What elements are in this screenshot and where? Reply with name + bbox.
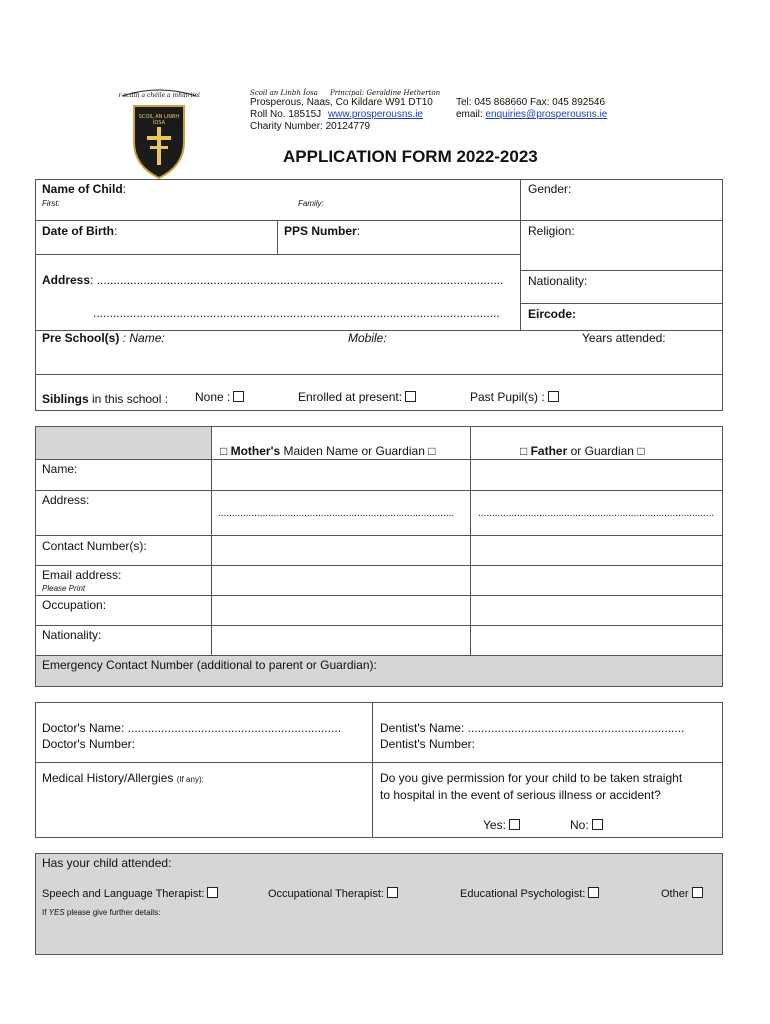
- siblings-enrolled: Enrolled at present:: [298, 390, 416, 404]
- website-link[interactable]: www.prosperousns.ie: [327, 109, 423, 120]
- dob-label: Date of Birth:: [42, 224, 118, 238]
- crest-text-2: ÍOSA: [152, 120, 166, 126]
- parent-nationality-label: Nationality:: [42, 628, 102, 642]
- occupation-label: Occupation:: [42, 598, 107, 612]
- siblings-label: Siblings in this school :: [42, 392, 169, 406]
- form-title: APPLICATION FORM 2022-2023: [283, 147, 538, 166]
- preschool-label: Pre School(s) : Name:: [42, 331, 165, 345]
- none-checkbox[interactable]: [233, 391, 244, 402]
- crest-icon: [118, 84, 200, 180]
- permission-yes: Yes:: [483, 818, 520, 832]
- email-address-label: Email address:: [42, 568, 122, 582]
- educational-psychologist: Educational Psychologist:: [460, 887, 599, 900]
- crest-text-1: SCOIL AN LINBH: [138, 114, 180, 120]
- charity-number: Charity Number: 20124779: [250, 121, 371, 132]
- parent-name-label: Name:: [42, 462, 78, 476]
- gender-label: Gender:: [528, 182, 572, 196]
- dentist-number-label: Dentist's Number:: [380, 737, 475, 751]
- emergency-contact-label: Emergency Contact Number (additional to parent or Guardian):: [42, 658, 377, 672]
- occupational-checkbox[interactable]: [387, 887, 398, 898]
- eircode-label: Eircode:: [528, 307, 577, 321]
- religion-label: Religion:: [528, 224, 575, 238]
- past-pupil-checkbox[interactable]: [548, 391, 559, 402]
- principal: Principal: Geraldine Hetherton: [330, 89, 441, 97]
- email-line: [456, 109, 607, 121]
- father-address-dots: .....................................................................................: [478, 508, 715, 519]
- years-attended-label: Years attended:: [582, 331, 666, 345]
- email-prefix: email:: [456, 109, 483, 120]
- hospital-permission-line-1: Do you give permission for your child to be taken straight: [380, 771, 683, 785]
- parents-section: [35, 426, 723, 687]
- permission-no: No:: [570, 818, 603, 832]
- doctor-name-label: Doctor's Name: ................................................................: [42, 721, 342, 735]
- child-name-label: Name of Child:: [42, 182, 127, 196]
- child-details-section: [35, 179, 723, 411]
- other-therapist: Other: [661, 887, 703, 900]
- please-print-note: Please Print: [42, 584, 86, 593]
- school-address: Prosperous, Naas, Co Kildare W91 DT10: [250, 97, 433, 108]
- contact-number-label: Contact Number(s):: [42, 539, 147, 553]
- doctor-number-label: Doctor's Number:: [42, 737, 135, 751]
- therapy-question: Has your child attended:: [42, 856, 172, 870]
- dentist-name-label: Dentist's Name: .................................................................: [380, 721, 685, 735]
- roll-prefix: Roll No. 18515J: [250, 109, 322, 120]
- mother-header: □ Mother's Maiden Name or Guardian □: [220, 444, 436, 458]
- school-crest: [118, 84, 200, 180]
- enrolled-checkbox[interactable]: [405, 391, 416, 402]
- mother-address-dots: .....................................................................................: [218, 508, 455, 519]
- speech-therapist: Speech and Language Therapist:: [42, 887, 218, 900]
- family-name-label: Family:: [298, 199, 324, 208]
- school-small-name: Scoil an Linbh Íosa: [250, 89, 318, 97]
- father-header: □ Father or Guardian □: [520, 444, 645, 458]
- no-checkbox[interactable]: [592, 819, 603, 830]
- occupational-therapist: Occupational Therapist:: [268, 887, 398, 900]
- hospital-permission-line-2: to hospital in the event of serious illness or accident?: [380, 788, 661, 802]
- mobile-label: Mobile:: [348, 331, 387, 345]
- crest-motto: Ar scáth a chéile a mhairimid: [118, 92, 200, 99]
- roll-number: [250, 109, 423, 121]
- psychologist-checkbox[interactable]: [588, 887, 599, 898]
- siblings-none: None :: [195, 390, 244, 404]
- yes-checkbox[interactable]: [509, 819, 520, 830]
- pps-label: PPS Number:: [284, 224, 361, 238]
- nationality-label: Nationality:: [528, 274, 588, 288]
- further-details-note: If YES please give further details:: [42, 908, 161, 917]
- other-checkbox[interactable]: [692, 887, 703, 898]
- siblings-past-pupil: Past Pupil(s) :: [470, 390, 559, 404]
- medical-history-label: Medical History/Allergies (If any):: [42, 771, 204, 785]
- address-line-2: ..........................................................................................................................: [93, 306, 500, 320]
- parent-address-label: Address:: [42, 493, 90, 507]
- email-link[interactable]: enquiries@prosperousns.ie: [485, 109, 608, 120]
- speech-checkbox[interactable]: [207, 887, 218, 898]
- address-label: Address: ..........................................................................................................................: [42, 273, 504, 287]
- first-name-label: First:: [42, 199, 60, 208]
- phone-fax: Tel: 045 868660 Fax: 045 892546: [456, 97, 606, 108]
